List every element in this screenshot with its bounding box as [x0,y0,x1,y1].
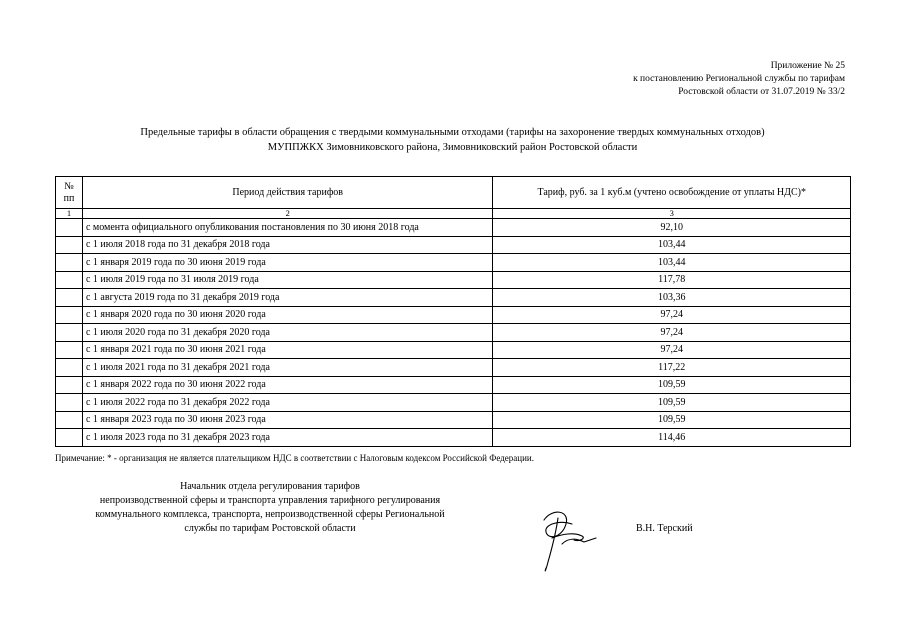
table-row [56,411,851,429]
table-row [56,359,851,377]
table-row [56,376,851,394]
row-period-cell: с 1 июля 2021 года по 31 декабря 2021 года [82,359,492,377]
row-number-cell [56,359,83,377]
row-tariff-cell: 114,46 [493,429,851,447]
table-row [56,324,851,342]
title-line-2: МУППЖКХ Зимовниковского района, Зимовниковский район Ростовской области [267,142,638,153]
row-number-cell [56,306,83,324]
row-tariff-cell: 109,59 [493,376,851,394]
column-number: 2 [82,209,492,219]
row-period-cell: с 1 июля 2020 года по 31 декабря 2020 года [82,324,492,342]
row-period-cell: с 1 января 2022 года по 30 июня 2022 года [82,376,492,394]
column-number: 1 [56,209,83,219]
row-period-cell: с 1 января 2023 года по 30 июня 2023 года [82,411,492,429]
table-row [56,289,851,307]
table-row [56,219,851,237]
table-body [56,219,851,447]
table-row [56,271,851,289]
row-period-cell: с 1 января 2020 года по 30 июня 2020 года [82,306,492,324]
row-tariff-cell: 109,59 [493,394,851,412]
row-tariff-cell: 117,78 [493,271,851,289]
title-line-1: Предельные тарифы в области обращения с твердыми коммунальными отходами (тарифы на захоронение твердых коммунальных отходов) [140,127,765,138]
row-number-cell [56,394,83,412]
row-number-cell [56,429,83,447]
table-row [56,429,851,447]
table-row [56,306,851,324]
row-number-cell [56,289,83,307]
signer-line-3: коммунального комплекса, транспорта, непроизводственной сферы Региональной [95,509,445,520]
tariff-table [55,176,851,447]
table-row [56,254,851,272]
row-number-cell [56,219,83,237]
header-number-line-2: пп [63,192,75,204]
column-number-row [56,209,851,219]
header-tariff: Тариф, руб. за 1 куб.м (учтено освобождение от уплаты НДС)* [493,177,851,209]
appendix-line-1: Приложение № 25 [770,61,845,71]
row-period-cell: с 1 июля 2022 года по 31 декабря 2022 года [82,394,492,412]
signer-block [60,480,480,536]
row-period-cell: с 1 августа 2019 года по 31 декабря 2019 года [82,289,492,307]
signer-line-1: Начальник отдела регулирования тарифов [180,481,360,492]
row-tariff-cell: 97,24 [493,324,851,342]
footnote: Примечание: * - организация не является плательщиком НДС в соответствии с Налоговым кодексом Российской Федерации. [55,453,534,463]
appendix-block [633,60,845,99]
row-tariff-cell: 109,59 [493,411,851,429]
row-tariff-cell: 103,44 [493,254,851,272]
row-number-cell [56,324,83,342]
header-period: Период действия тарифов [82,177,492,209]
row-period-cell: с 1 июля 2019 года по 31 июля 2019 года [82,271,492,289]
appendix-line-2: к постановлению Региональной службы по тарифам [633,74,845,84]
row-period-cell: с 1 января 2019 года по 30 июня 2019 года [82,254,492,272]
column-number: 3 [493,209,851,219]
signer-line-2: непроизводственной сферы и транспорта управления тарифного регулирования [99,495,441,506]
row-number-cell [56,271,83,289]
row-tariff-cell: 92,10 [493,219,851,237]
row-tariff-cell: 97,24 [493,341,851,359]
handwritten-signature [522,498,602,578]
row-tariff-cell: 117,22 [493,359,851,377]
row-tariff-cell: 103,44 [493,236,851,254]
row-period-cell: с 1 июля 2023 года по 31 декабря 2023 года [82,429,492,447]
row-number-cell [56,411,83,429]
table-header-row [56,177,851,209]
document-title [0,125,905,155]
row-number-cell [56,254,83,272]
signer-line-4: службы по тарифам Ростовской области [184,523,356,534]
table-row [56,236,851,254]
header-number [56,177,83,209]
row-number-cell [56,376,83,394]
table-row [56,341,851,359]
row-period-cell: с момента официального опубликования постановления по 30 июня 2018 года [82,219,492,237]
table-row [56,394,851,412]
row-period-cell: с 1 июля 2018 года по 31 декабря 2018 года [82,236,492,254]
row-number-cell [56,236,83,254]
row-number-cell [56,341,83,359]
signer-name: В.Н. Терский [636,523,693,534]
header-number-line-1: № [64,180,74,192]
row-tariff-cell: 97,24 [493,306,851,324]
row-period-cell: с 1 января 2021 года по 30 июня 2021 года [82,341,492,359]
appendix-line-3: Ростовской области от 31.07.2019 № 33/2 [678,87,845,97]
row-tariff-cell: 103,36 [493,289,851,307]
